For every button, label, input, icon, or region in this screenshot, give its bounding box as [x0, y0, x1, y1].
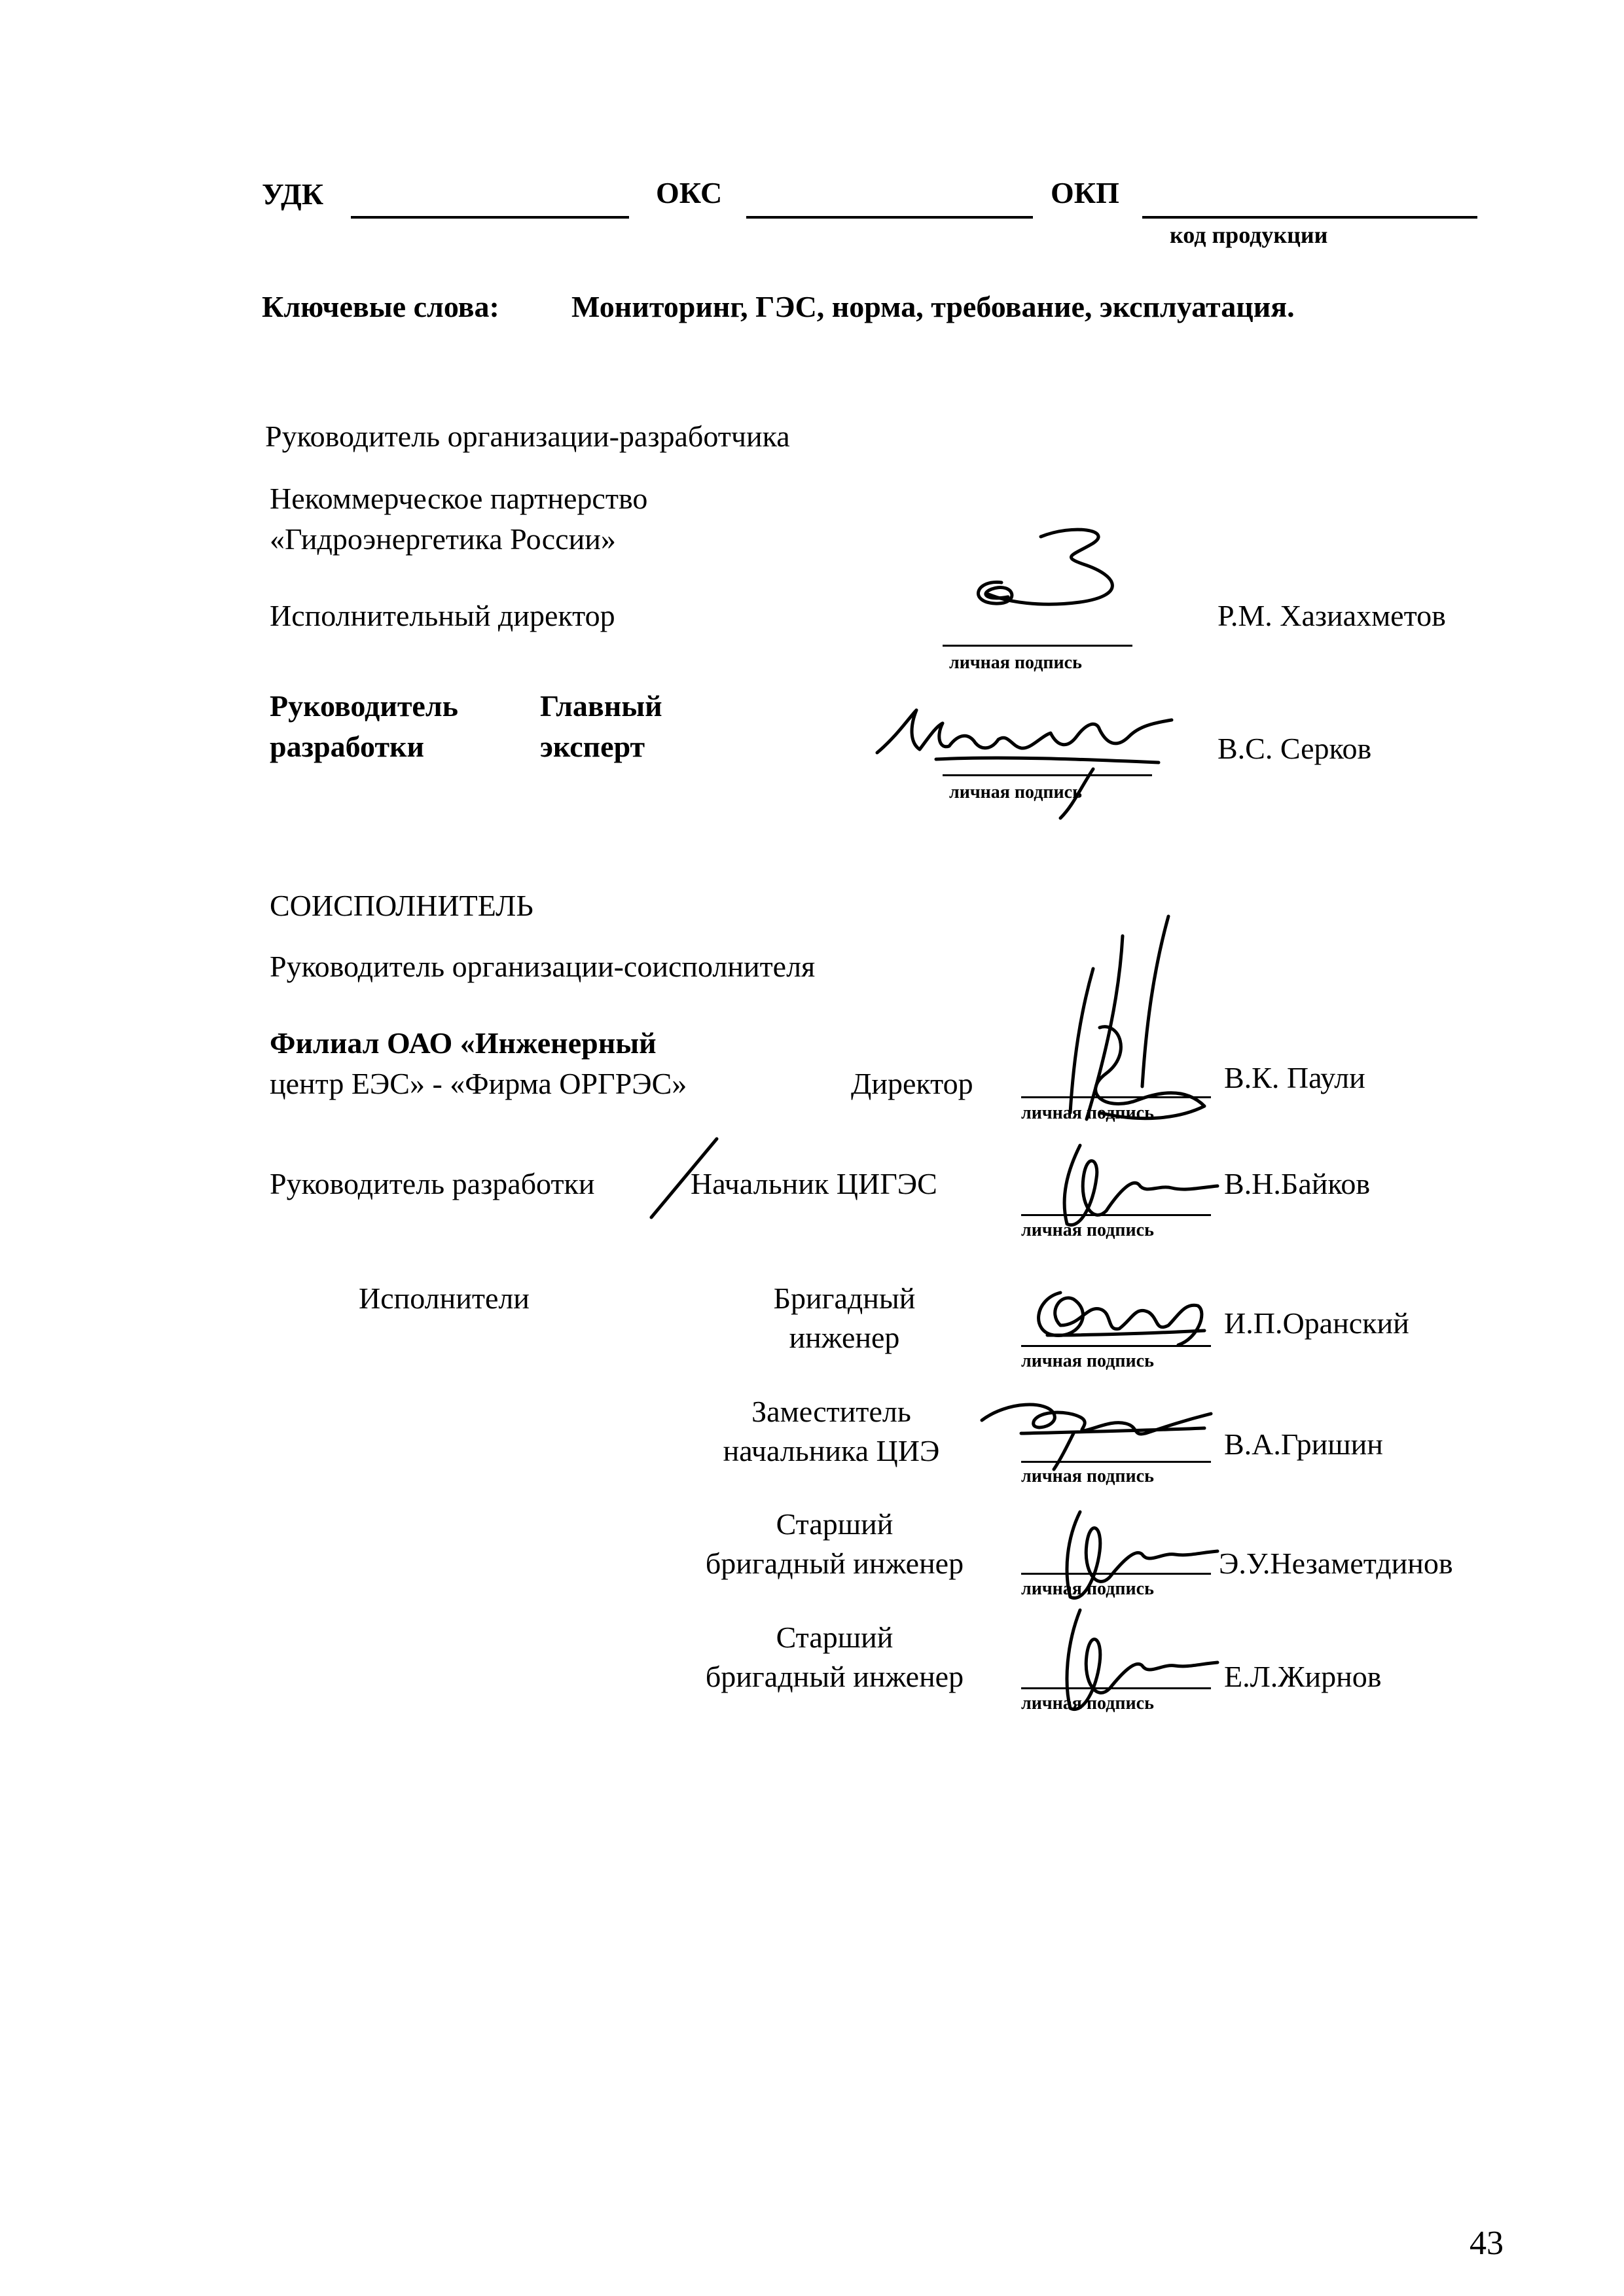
coexecutor-section-title: СОИСПОЛНИТЕЛЬ [270, 889, 533, 922]
sig-caption-3: личная подпись [1021, 1103, 1154, 1123]
developer-director-name: Р.М. Хазиахметов [1218, 599, 1446, 632]
sig-line-1 [943, 645, 1132, 647]
sig-line-2 [943, 774, 1152, 776]
coexecutor-head-title: Руководитель организации-соисполнителя [270, 950, 816, 983]
sig-line-3 [1021, 1096, 1211, 1098]
okp-caption: код продукции [1170, 222, 1328, 248]
page-number: 43 [1470, 2225, 1504, 2262]
executor-3-pos-line1: Старший [776, 1507, 893, 1541]
executor-1-name: И.П.Оранский [1224, 1306, 1409, 1340]
executor-3-name: Э.У.Незаметдинов [1219, 1547, 1453, 1580]
sig-line-8 [1021, 1687, 1211, 1689]
udk-line [351, 216, 629, 219]
sig-caption-2: личная подпись [949, 782, 1082, 802]
executor-4-pos-line1: Старший [776, 1621, 893, 1654]
developer-lead-pos-line1: Главный [540, 689, 662, 723]
sig-line-4 [1021, 1214, 1211, 1216]
coexecutor-director-name: В.К. Паули [1224, 1061, 1365, 1094]
coexecutor-org-line1: Филиал ОАО «Инженерный [270, 1026, 657, 1060]
okp-label: ОКП [1051, 176, 1119, 209]
executor-1-pos-line2: инженер [789, 1321, 900, 1354]
udk-label: УДК [262, 177, 324, 211]
oks-label: ОКС [656, 176, 723, 209]
coexecutor-org-line2: центр ЕЭС» - «Фирма ОРГРЭС» [270, 1067, 687, 1100]
executor-2-name: В.А.Гришин [1224, 1427, 1383, 1461]
keywords-value: Мониторинг, ГЭС, норма, требование, эксплуатация. [571, 290, 1295, 323]
signature-khaziakhmetov [962, 517, 1139, 622]
executor-4-pos-line2: бригадный инженер [705, 1660, 964, 1693]
developer-org-line1: Некоммерческое партнерство [270, 482, 648, 515]
sig-line-5 [1021, 1345, 1211, 1347]
developer-director-title: Исполнительный директор [270, 599, 615, 632]
oks-line [746, 216, 1033, 219]
sig-caption-6: личная подпись [1021, 1466, 1154, 1486]
sig-line-6 [1021, 1461, 1211, 1463]
sig-caption-5: личная подпись [1021, 1351, 1154, 1371]
sig-line-7 [1021, 1573, 1211, 1575]
executor-2-pos-line2: начальника ЦИЭ [723, 1434, 940, 1467]
coexecutor-director-title: Директор [851, 1067, 973, 1100]
signature-pauli [1008, 916, 1231, 1132]
coexecutor-lead-pos: Начальник ЦИГЭС [691, 1167, 937, 1200]
okp-line [1142, 216, 1477, 219]
developer-org-line2: «Гидроэнергетика России» [270, 522, 616, 556]
executor-1-pos-line1: Бригадный [773, 1282, 916, 1315]
coexecutor-lead-name: В.Н.Байков [1224, 1167, 1371, 1200]
keywords-label: Ключевые слова: [262, 290, 499, 323]
sig-caption-8: личная подпись [1021, 1693, 1154, 1713]
executor-2-pos-line1: Заместитель [751, 1395, 911, 1428]
sig-caption-4: личная подпись [1021, 1220, 1154, 1240]
executor-4-name: Е.Л.Жирнов [1224, 1660, 1382, 1693]
executor-3-pos-line2: бригадный инженер [705, 1547, 964, 1580]
developer-lead-pos-line2: эксперт [540, 730, 645, 763]
sig-caption-7: личная подпись [1021, 1579, 1154, 1599]
sig-caption-1: личная подпись [949, 653, 1082, 673]
coexecutor-lead-role: Руководитель разработки [270, 1167, 595, 1200]
developer-head-title: Руководитель организации-разработчика [265, 420, 790, 453]
developer-lead-role-line1: Руководитель [270, 689, 458, 723]
developer-lead-role-line2: разработки [270, 730, 425, 763]
developer-lead-name: В.С. Серков [1218, 732, 1372, 765]
executors-label: Исполнители [359, 1282, 530, 1315]
